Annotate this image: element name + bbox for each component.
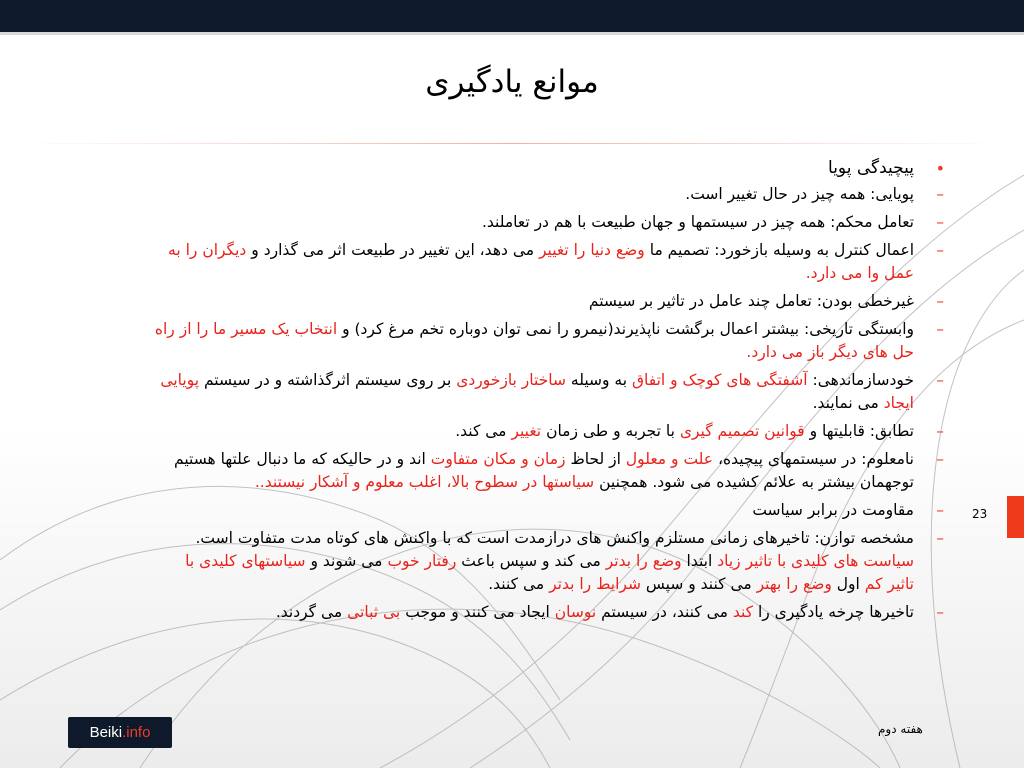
dash-marker: – xyxy=(936,185,944,203)
item-highlight: کند xyxy=(732,603,754,621)
item-text: اول xyxy=(836,575,860,593)
dash-marker: – xyxy=(936,371,944,389)
list-item xyxy=(154,290,944,313)
item-highlight: قوانین تصمیم گیری xyxy=(679,422,805,440)
item-text: اعمال کنترل به وسیله بازخورد: تصمیم ما xyxy=(649,241,914,259)
item-highlight: زمان و مکان متفاوت xyxy=(430,450,566,468)
logo-dot: .info xyxy=(122,724,151,741)
list-item xyxy=(154,318,944,364)
logo-main: Beiki xyxy=(89,724,123,741)
dash-marker: – xyxy=(936,422,944,440)
dash-marker: – xyxy=(936,241,944,259)
list-item xyxy=(154,448,944,494)
dash-marker: – xyxy=(936,529,944,547)
accent-tab xyxy=(1007,496,1024,538)
item-text: از لحاظ xyxy=(570,450,621,468)
item-highlight: سیاستها در سطوح بالا، اغلب معلوم و آشکار نیستند.. xyxy=(254,473,595,491)
item-highlight: علت و معلول xyxy=(625,450,714,468)
bullet-heading xyxy=(154,156,945,181)
item-highlight: وضع دنیا را تغییر xyxy=(538,241,645,259)
item-text: به وسیله xyxy=(570,371,628,389)
item-text: خودسازماندهی: xyxy=(812,371,914,389)
item-text: ابتدا xyxy=(686,552,713,570)
item-highlight: انتخاب یک مسیر ما را از راه حل های دیگر باز می دارد. xyxy=(154,320,914,361)
logo xyxy=(68,717,172,748)
item-highlight: آشفتگی های کوچک و اتفاق xyxy=(632,371,808,389)
item-text: می نمایند. xyxy=(812,394,879,412)
item-text: بر روی سیستم اثرگذاشته و در سیستم xyxy=(203,371,452,389)
item-text: وابستگی تاریخی: بیشتر اعمال برگشت ناپذیرند(نیمرو را نمی توان دوباره تخم مرغ کرد) و xyxy=(342,320,914,338)
item-text: تعامل محکم: همه چیز در سیستمها و جهان طبیعت با هم در تعاملند. xyxy=(481,213,914,231)
item-text: مقاومت در برابر سیاست xyxy=(752,501,914,519)
item-text: غیرخطی بودن: تعامل چند عامل در تاثیر بر سیستم xyxy=(588,292,914,310)
dash-marker: – xyxy=(936,292,944,310)
slide-title: موانع یادگیری xyxy=(425,64,599,100)
item-highlight: وضع را بهتر xyxy=(756,575,832,593)
item-highlight: بی ثباتی xyxy=(347,603,401,621)
item-text: تطابق: قابلیتها و xyxy=(809,422,914,440)
item-text: می گردند. xyxy=(275,603,343,621)
item-highlight: شرایط را بدتر xyxy=(549,575,641,593)
item-text: ایجاد می کنند و موجب xyxy=(405,603,550,621)
slide-content xyxy=(154,156,945,629)
page-number: 23 xyxy=(972,507,988,521)
item-highlight: سیاستهای کلیدی با تاثیر کم xyxy=(185,552,914,593)
dash-marker: – xyxy=(936,320,944,338)
item-text: با تجربه و طی زمان xyxy=(546,422,675,440)
item-text: می کنند و سپس xyxy=(645,575,752,593)
list-item xyxy=(154,239,944,285)
item-highlight: دیگران را به عمل وا می دارد. xyxy=(168,241,914,282)
item-highlight: سیاست های کلیدی با تاثیر زیاد xyxy=(717,552,914,570)
item-text: می کنند. xyxy=(488,575,545,593)
list-item xyxy=(154,420,944,443)
item-text: تاخیرها چرخه یادگیری را xyxy=(757,603,914,621)
item-text: می کند. xyxy=(455,422,507,440)
bullet-marker: • xyxy=(935,159,945,178)
item-highlight: نوسان xyxy=(554,603,597,621)
item-highlight: پویایی ایجاد xyxy=(160,371,914,412)
list-item xyxy=(154,499,944,522)
item-highlight: ساختار بازخوردی xyxy=(456,371,566,389)
list-item xyxy=(154,601,944,624)
item-text: مشخصه توازن: تاخیرهای زمانی مستلزم واکنش های درازمدت است که با واکنش های کوتاه مدت متفاوت است. xyxy=(195,529,914,547)
list-item xyxy=(154,211,944,234)
dash-marker: – xyxy=(936,501,944,519)
item-text: پویایی: همه چیز در حال تغییر است. xyxy=(685,185,914,203)
item-highlight: تغییر xyxy=(511,422,542,440)
list-item xyxy=(154,183,944,206)
item-text: می دهد، این تغییر در طبیعت اثر می گذارد و xyxy=(251,241,535,259)
list-item xyxy=(154,527,944,596)
title-divider xyxy=(20,143,1004,144)
dash-marker: – xyxy=(936,450,944,468)
item-highlight: رفتار خوب xyxy=(387,552,457,570)
dash-marker: – xyxy=(936,603,944,621)
item-text: می شوند و xyxy=(310,552,383,570)
heading-text: پیچیدگی پویا xyxy=(828,158,914,178)
item-text: نامعلوم: در سیستمهای پیچیده، xyxy=(717,450,914,468)
list-item xyxy=(154,369,944,415)
dash-marker: – xyxy=(936,213,944,231)
item-text: می کنند، در سیستم xyxy=(601,603,728,621)
footer-text: هفته دوم xyxy=(878,722,923,736)
item-highlight: وضع را بدتر xyxy=(605,552,682,570)
item-text: می کند و سپس باعث xyxy=(461,552,601,570)
item-text: اند و در حالیکه که ما دنبال علتها هستیم توجهمان بیشتر به علائم کشیده می شود. همچنین xyxy=(174,450,914,491)
